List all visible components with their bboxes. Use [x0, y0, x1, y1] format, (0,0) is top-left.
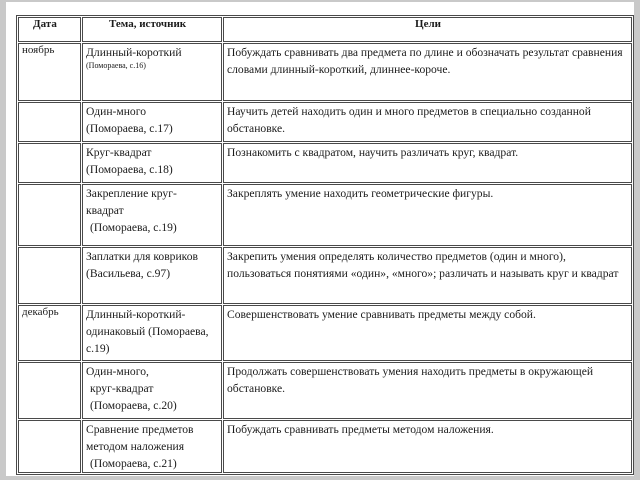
topic-line: одинаковый (Помораева, — [86, 325, 209, 338]
month-cell — [18, 247, 81, 304]
topic-line: Закрепление круг- — [86, 187, 177, 200]
goal-cell: Побуждать сравнивать два предмета по длине и обозначать результат сравнения словами длинный-короткий, длиннее-короче. — [223, 43, 632, 101]
table-row — [18, 420, 632, 473]
topic-line: квадрат — [86, 204, 124, 217]
month-cell — [18, 184, 81, 246]
header-goals: Цели — [223, 17, 632, 42]
topic-line: Сравнение предметов — [86, 423, 194, 436]
topic-cell — [82, 43, 222, 101]
topic-line: (Васильева, с.97) — [86, 267, 171, 280]
goal-cell: Научить детей находить один и много предметов в специально созданной обстановке. — [223, 102, 632, 142]
header-topic: Тема, источник — [82, 17, 222, 42]
month-cell — [18, 362, 81, 419]
topic-cell — [82, 102, 222, 142]
topic-cell — [82, 305, 222, 361]
goal-cell: Закреплять умение находить геометрические фигуры. — [223, 184, 632, 246]
month-cell — [18, 102, 81, 142]
table-row — [18, 305, 632, 361]
table-row — [18, 143, 632, 183]
header-date: Дата — [18, 17, 81, 42]
topic-line: Заплатки для ковриков — [86, 250, 198, 263]
goal-cell: Закрепить умения определять количество предметов (один и много), пользоваться понятиями «один», «много»; различать и называть круг и квадрат — [223, 247, 632, 304]
goal-cell: Познакомить с квадратом, научить различать круг, квадрат. — [223, 143, 632, 183]
month-cell: декабрь — [18, 305, 81, 361]
topic-cell — [82, 420, 222, 473]
month-cell: ноябрь — [18, 43, 81, 101]
topic-source: (Помораева, с.16) — [86, 61, 146, 70]
topic-cell — [82, 184, 222, 246]
topic-line: Длинный-короткий- — [86, 308, 186, 321]
month-cell — [18, 420, 81, 473]
table-row — [18, 362, 632, 419]
lesson-plan-table — [16, 15, 634, 475]
document-page — [6, 2, 634, 476]
topic-line: (Помораева, с.21) — [90, 457, 177, 470]
topic-line: Один-много — [86, 105, 146, 118]
topic-line: методом наложения — [86, 440, 185, 453]
month-cell — [18, 143, 81, 183]
table-header-row — [18, 17, 632, 42]
table-row — [18, 43, 632, 101]
topic-cell — [82, 143, 222, 183]
topic-line: Круг-квадрат — [86, 146, 152, 159]
topic-cell — [82, 362, 222, 419]
topic-line: круг-квадрат — [90, 382, 154, 395]
goal-cell: Продолжать совершенствовать умения находить предметы в окружающей обстановке. — [223, 362, 632, 419]
topic-line: Длинный-короткий — [86, 46, 182, 59]
topic-line: (Помораева, с.17) — [86, 122, 173, 135]
topic-line: (Помораева, с.19) — [90, 221, 177, 234]
goal-cell: Побуждать сравнивать предметы методом наложения. — [223, 420, 632, 473]
table-row — [18, 247, 632, 304]
topic-line: с.19) — [86, 342, 110, 355]
topic-line: (Помораева, с.18) — [86, 163, 173, 176]
topic-line: Один-много, — [86, 365, 149, 378]
topic-cell — [82, 247, 222, 304]
goal-cell: Совершенствовать умение сравнивать предметы между собой. — [223, 305, 632, 361]
table-row — [18, 102, 632, 142]
table-row — [18, 184, 632, 246]
topic-line: (Помораева, с.20) — [90, 399, 177, 412]
